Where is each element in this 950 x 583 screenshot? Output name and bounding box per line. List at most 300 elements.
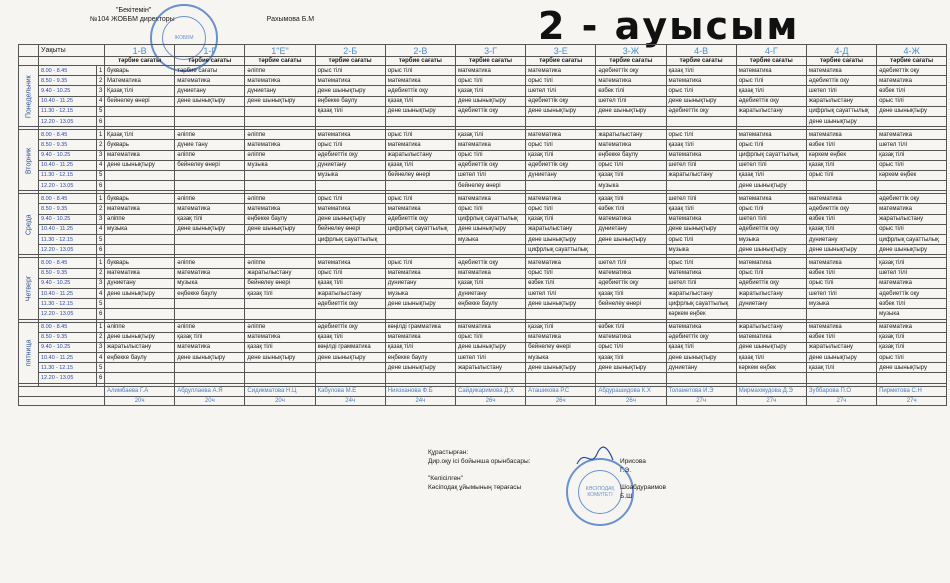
lesson-cell <box>105 373 175 383</box>
hours-cell: 26ч <box>526 396 596 405</box>
lesson-cell: жаратылыстану <box>385 150 455 160</box>
lesson-cell: математика <box>315 204 385 214</box>
lesson-cell: әдебиеттік оқу <box>315 299 385 309</box>
lesson-time: 8.00 - 8.45 <box>39 322 97 332</box>
lesson-cell: математика <box>526 258 596 268</box>
lesson-cell: әдебиеттік оқу <box>385 214 455 224</box>
lesson-number: 6 <box>97 181 105 191</box>
lesson-cell <box>105 170 175 180</box>
class-header: 1"Е" <box>245 45 315 57</box>
lesson-cell: дене шынықтыру <box>877 245 947 255</box>
lesson-number: 5 <box>97 170 105 180</box>
lesson-cell: музыка <box>245 160 315 170</box>
lesson-number: 4 <box>97 353 105 363</box>
lesson-cell <box>175 106 245 116</box>
lesson-cell: орыс тілі <box>877 96 947 106</box>
hours-cell: 27ч <box>806 396 876 405</box>
lesson-cell: дене шынықтыру <box>666 224 736 234</box>
table-row <box>19 299 947 309</box>
table-row <box>19 204 947 214</box>
lesson-cell <box>245 373 315 383</box>
lesson-cell: өзбек тілі <box>877 299 947 309</box>
lesson-cell: букварь <box>105 66 175 76</box>
lesson-cell <box>175 245 245 255</box>
lesson-cell: орыс тілі <box>877 160 947 170</box>
lesson-cell <box>175 116 245 126</box>
lesson-cell: музыка <box>666 245 736 255</box>
lesson-cell <box>245 363 315 373</box>
lesson-cell: шетел тілі <box>736 214 806 224</box>
lesson-cell <box>666 373 736 383</box>
lesson-cell <box>175 235 245 245</box>
lesson-cell <box>455 373 525 383</box>
lesson-cell <box>245 309 315 319</box>
lesson-cell: орыс тілі <box>596 342 666 352</box>
corner-cell <box>19 45 39 57</box>
lesson-cell: дене шынықтыру <box>385 299 455 309</box>
lesson-cell: математика <box>455 140 525 150</box>
lesson-cell: әдебиеттік оқу <box>736 224 806 234</box>
lesson-cell <box>105 106 175 116</box>
lesson-number: 2 <box>97 268 105 278</box>
lesson-cell: орыс тілі <box>736 204 806 214</box>
lesson-cell <box>877 181 947 191</box>
lesson-cell <box>105 181 175 191</box>
lesson-cell: математика <box>105 150 175 160</box>
lesson-cell: қазақ тілі <box>455 86 525 96</box>
lesson-cell: математика <box>105 268 175 278</box>
table-row <box>19 106 947 116</box>
lesson-cell: дене шынықтыру <box>596 363 666 373</box>
stamp-text: ЖОББМ <box>174 35 194 41</box>
lesson-cell: дене шынықтыру <box>105 288 175 298</box>
lesson-cell: шетел тілі <box>877 140 947 150</box>
lesson-number: 5 <box>97 235 105 245</box>
table-row <box>19 86 947 96</box>
lesson-cell: музыка <box>175 278 245 288</box>
lesson-cell: әдебиеттік оқу <box>315 150 385 160</box>
lesson-cell: еңбекке баулу <box>385 353 455 363</box>
agreed-name: Шоабдураимов Б.Ш <box>620 484 666 500</box>
lesson-cell: математика <box>736 332 806 342</box>
lesson-cell: математика <box>245 332 315 342</box>
lesson-cell: орыс тілі <box>455 76 525 86</box>
lesson-cell: дене шынықтыру <box>526 106 596 116</box>
lesson-cell: цифрлық сауаттылық <box>736 150 806 160</box>
lesson-cell <box>877 373 947 383</box>
lesson-cell: математика <box>175 268 245 278</box>
lesson-cell <box>105 245 175 255</box>
compiled-name: Ирисова Г.Э. <box>620 458 646 474</box>
hours-cell: 27ч <box>666 396 736 405</box>
table-row <box>19 140 947 150</box>
lesson-cell: музыка <box>315 170 385 180</box>
lesson-cell: математика <box>245 76 315 86</box>
lesson-cell: жаратылыстану <box>666 170 736 180</box>
lesson-cell: дене шынықтыру <box>596 106 666 116</box>
lesson-cell: бейнелеу өнері <box>315 224 385 234</box>
teacher-name: Ниязханова Ф.Б <box>385 386 455 396</box>
table-row <box>19 214 947 224</box>
lesson-cell: математика <box>736 258 806 268</box>
hours-cell: 20ч <box>105 396 175 405</box>
lesson-cell: қазақ тілі <box>666 342 736 352</box>
lesson-time: 8.00 - 8.45 <box>39 194 97 204</box>
lesson-cell: қазақ тілі <box>666 140 736 150</box>
subheader-cell: тәрбие сағаты <box>666 57 736 66</box>
lesson-cell: жаратылыстану <box>526 224 596 234</box>
lesson-cell: қазақ тілі <box>455 278 525 288</box>
lesson-time: 9.40 - 10.25 <box>39 86 97 96</box>
lesson-cell: орыс тілі <box>806 170 876 180</box>
lesson-cell: қазақ тілі <box>596 353 666 363</box>
lesson-cell: математика <box>877 204 947 214</box>
union-stamp-text: КӘСІПОДАҚ КОМИТЕТІ <box>585 486 615 498</box>
agreed-label: "Келісілген" <box>428 475 463 482</box>
lesson-cell: дене шынықтыру <box>175 96 245 106</box>
lesson-cell: дене шынықтыру <box>315 214 385 224</box>
lesson-cell <box>526 373 596 383</box>
teacher-name: Мирмахмудова Д.Э <box>736 386 806 396</box>
lesson-cell: әліппе <box>175 130 245 140</box>
lesson-cell <box>245 116 315 126</box>
teacher-name: Сайдикаримова Д.Х <box>455 386 525 396</box>
lesson-number: 4 <box>97 96 105 106</box>
table-row <box>19 322 947 332</box>
subheader-cell: тәрбие сағаты <box>877 57 947 66</box>
lesson-cell: математика <box>315 258 385 268</box>
lesson-time: 8.00 - 8.45 <box>39 66 97 76</box>
lesson-cell: дене шынықтыру <box>455 224 525 234</box>
subheader-cell: тәрбие сағаты <box>105 57 175 66</box>
table-row <box>19 278 947 288</box>
lesson-cell: дене шынықтыру <box>666 96 736 106</box>
lesson-cell: математика <box>175 76 245 86</box>
lesson-number: 6 <box>97 373 105 383</box>
lesson-number: 3 <box>97 214 105 224</box>
lesson-cell: цифрлық сауаттылық <box>455 214 525 224</box>
timetable <box>18 44 946 406</box>
lesson-cell <box>245 170 315 180</box>
teacher-name: Кабулова М.Е <box>315 386 385 396</box>
lesson-cell: математика <box>315 130 385 140</box>
lesson-cell: цифрлық сауаттылық <box>666 299 736 309</box>
lesson-cell <box>175 181 245 191</box>
lesson-cell: әліппе <box>245 130 315 140</box>
lesson-cell: дене шынықтыру <box>666 353 736 363</box>
class-header: 1-Г <box>175 45 245 57</box>
lesson-cell: орыс тілі <box>666 235 736 245</box>
lesson-cell: әдебиеттік оқу <box>666 332 736 342</box>
lesson-cell: қазақ тілі <box>596 170 666 180</box>
lesson-cell: бейнелеу өнері <box>596 299 666 309</box>
subheader-cell: тәрбие сағаты <box>736 57 806 66</box>
lesson-cell: дүниетану <box>105 278 175 288</box>
lesson-time: 9.40 - 10.25 <box>39 150 97 160</box>
lesson-cell: математика <box>736 194 806 204</box>
lesson-time: 10.40 - 11.25 <box>39 96 97 106</box>
lesson-cell: өзбек тілі <box>806 140 876 150</box>
lesson-cell: әдебиеттік оқу <box>596 66 666 76</box>
lesson-cell: цифрлық сауаттылық <box>877 235 947 245</box>
lesson-cell <box>385 116 455 126</box>
lesson-cell <box>736 309 806 319</box>
lesson-cell: қазақ тілі <box>666 66 736 76</box>
lesson-cell: жаратылыстану <box>877 214 947 224</box>
table-row <box>19 116 947 126</box>
lesson-cell: дене шынықтыру <box>245 224 315 234</box>
time-label: Уақыты <box>39 45 105 57</box>
lesson-cell: әліппе <box>105 322 175 332</box>
lesson-time: 9.40 - 10.25 <box>39 342 97 352</box>
lesson-time: 11.30 - 12.15 <box>39 235 97 245</box>
lesson-cell: өзбек тілі <box>596 204 666 214</box>
lesson-cell: математика <box>315 76 385 86</box>
lesson-cell: өзбек тілі <box>806 214 876 224</box>
lesson-cell <box>315 373 385 383</box>
lesson-cell: шетел тілі <box>736 160 806 170</box>
day-label: Среда <box>19 194 39 255</box>
lesson-cell: қазақ тілі <box>526 322 596 332</box>
compiled-row <box>428 457 646 474</box>
lesson-cell: дене шынықтыру <box>385 106 455 116</box>
approval-line1: "Бекітемін" <box>116 7 152 14</box>
lesson-cell: музыка <box>526 353 596 363</box>
lesson-cell: дүниетану <box>596 224 666 234</box>
lesson-cell <box>245 299 315 309</box>
table-row <box>19 309 947 319</box>
lesson-cell: әдебиеттік оқу <box>877 194 947 204</box>
header-row <box>19 45 947 57</box>
lesson-cell: дене шынықтыру <box>877 106 947 116</box>
lesson-cell: өзбек тілі <box>806 268 876 278</box>
lesson-cell: қазақ тілі <box>736 170 806 180</box>
hours-cell: 26ч <box>455 396 525 405</box>
lesson-cell: орыс тілі <box>526 268 596 278</box>
lesson-cell: әдебиеттік оқу <box>526 160 596 170</box>
lesson-cell: математика <box>666 150 736 160</box>
lesson-cell <box>596 373 666 383</box>
day-label: Понедельник <box>19 66 39 127</box>
lesson-cell: математика <box>455 322 525 332</box>
lesson-time: 8.50 - 9.35 <box>39 76 97 86</box>
table-row <box>19 130 947 140</box>
lesson-cell: қазақ тілі <box>175 214 245 224</box>
lesson-cell: дүниетану <box>736 299 806 309</box>
lesson-cell: қазақ тілі <box>315 278 385 288</box>
lesson-cell: дүниетану <box>385 278 455 288</box>
lesson-cell: цифрлық сауаттылық <box>385 224 455 234</box>
lesson-cell: әдебиеттік оқу <box>806 76 876 86</box>
table-row <box>19 224 947 234</box>
lesson-time: 8.50 - 9.35 <box>39 204 97 214</box>
lesson-cell <box>455 116 525 126</box>
lesson-time: 11.30 - 12.15 <box>39 106 97 116</box>
teacher-name: Толаметова И.Э <box>666 386 736 396</box>
lesson-cell: шетел тілі <box>666 160 736 170</box>
lesson-cell: орыс тілі <box>736 268 806 278</box>
agreed-role: Кәсіподақ ұйымының төрағасы <box>428 484 522 491</box>
lesson-cell <box>105 363 175 373</box>
lesson-cell: орыс тілі <box>315 140 385 150</box>
lesson-cell: математика <box>526 130 596 140</box>
lesson-cell: әліппе <box>245 258 315 268</box>
lesson-cell <box>175 170 245 180</box>
lesson-number: 4 <box>97 288 105 298</box>
table-row <box>19 342 947 352</box>
teacher-name: Пирметова С.Н <box>877 386 947 396</box>
lesson-cell: музыка <box>877 309 947 319</box>
lesson-cell: қазақ тілі <box>245 342 315 352</box>
lesson-cell: математика <box>455 268 525 278</box>
lesson-cell: жаратылыстану <box>736 288 806 298</box>
class-header: 1-В <box>105 45 175 57</box>
lesson-cell: тәрбие сағаты <box>175 66 245 76</box>
lesson-cell: кәркем еңбек <box>806 150 876 160</box>
lesson-cell <box>385 309 455 319</box>
teachers-row <box>19 386 947 396</box>
day-label: Вторник <box>19 130 39 191</box>
lesson-cell: музыка <box>455 235 525 245</box>
lesson-time: 10.40 - 11.25 <box>39 160 97 170</box>
lesson-time: 12.20 - 13.05 <box>39 181 97 191</box>
page-title: 2 - ауысым <box>538 4 800 48</box>
signature-icon <box>575 446 615 470</box>
lesson-cell: математика <box>877 322 947 332</box>
lesson-cell: өзбек тілі <box>526 278 596 288</box>
lesson-cell: әдебиеттік оқу <box>455 258 525 268</box>
table-row <box>19 332 947 342</box>
lesson-cell: орыс тілі <box>385 130 455 140</box>
lesson-cell: музыка <box>806 299 876 309</box>
lesson-number: 4 <box>97 224 105 234</box>
table-row <box>19 363 947 373</box>
lesson-cell: математика <box>596 140 666 150</box>
table-row <box>19 268 947 278</box>
subheader-row <box>19 57 947 66</box>
table-row <box>19 194 947 204</box>
lesson-cell <box>315 245 385 255</box>
lesson-cell: музыка <box>736 235 806 245</box>
lesson-cell: қазақ тілі <box>736 86 806 96</box>
compiled-label: Құрастырған: <box>428 449 469 456</box>
lesson-cell: дүниетану <box>806 235 876 245</box>
lesson-cell <box>175 363 245 373</box>
table-row <box>19 66 947 76</box>
lesson-cell: қазақ тілі <box>877 150 947 160</box>
lesson-cell <box>455 245 525 255</box>
lesson-cell: дене шынықтыру <box>526 299 596 309</box>
lesson-number: 3 <box>97 278 105 288</box>
lesson-cell: математика <box>596 332 666 342</box>
lesson-cell: әліппе <box>175 258 245 268</box>
hours-row <box>19 396 947 405</box>
lesson-cell: әліппе <box>245 66 315 76</box>
lesson-cell <box>666 181 736 191</box>
subheader-cell: тәрбие сағаты <box>315 57 385 66</box>
lesson-cell: шетел тілі <box>806 86 876 96</box>
lesson-number: 1 <box>97 194 105 204</box>
lesson-cell: өзбек тілі <box>596 322 666 332</box>
table-row <box>19 76 947 86</box>
lesson-cell: орыс тілі <box>455 332 525 342</box>
lesson-cell: дене шынықтыру <box>806 245 876 255</box>
teacher-name: Абдуллаева А.Я <box>175 386 245 396</box>
lesson-cell: дене шынықтыру <box>526 235 596 245</box>
lesson-cell <box>315 116 385 126</box>
subheader-cell: тәрбие сағаты <box>175 57 245 66</box>
lesson-cell: математика <box>596 76 666 86</box>
lesson-cell: қазақ тілі <box>666 204 736 214</box>
lesson-cell: әдебиеттік оқу <box>315 322 385 332</box>
lesson-cell: бейнелеу өнері <box>105 96 175 106</box>
lesson-cell: орыс тілі <box>736 140 806 150</box>
lesson-number: 6 <box>97 245 105 255</box>
lesson-number: 1 <box>97 130 105 140</box>
lesson-cell <box>526 116 596 126</box>
lesson-number: 6 <box>97 309 105 319</box>
lesson-cell: дене шынықтыру <box>736 181 806 191</box>
lesson-cell: қазақ тілі <box>175 332 245 342</box>
class-header: 3-Е <box>526 45 596 57</box>
corner-cell <box>19 386 105 396</box>
lesson-cell: әліппе <box>175 150 245 160</box>
lesson-cell: математика <box>526 194 596 204</box>
lesson-cell: өзбек тілі <box>806 332 876 342</box>
lesson-cell: дене шынықтыру <box>315 86 385 96</box>
lesson-cell: қазақ тілі <box>877 342 947 352</box>
lesson-cell <box>666 116 736 126</box>
lesson-cell: кәркем еңбек <box>877 170 947 180</box>
lesson-cell: математика <box>245 140 315 150</box>
lesson-cell: әдебиеттік оқу <box>877 66 947 76</box>
lesson-cell: математика <box>666 214 736 224</box>
lesson-cell: математика <box>245 204 315 214</box>
lesson-cell: Қазақ тілі <box>105 86 175 96</box>
lesson-time: 10.40 - 11.25 <box>39 224 97 234</box>
lesson-cell: математика <box>385 140 455 150</box>
lesson-cell <box>736 373 806 383</box>
lesson-cell: қазақ тілі <box>385 160 455 170</box>
lesson-cell: орыс тілі <box>736 76 806 86</box>
lesson-cell: қазақ тілі <box>806 224 876 234</box>
lesson-cell: дүниетану <box>666 363 736 373</box>
lesson-cell <box>806 181 876 191</box>
lesson-cell: жаратылыстану <box>666 288 736 298</box>
hours-cell: 24ч <box>315 396 385 405</box>
lesson-cell: дене шынықтыру <box>105 332 175 342</box>
lesson-cell: математика <box>596 268 666 278</box>
lesson-cell: математика <box>385 204 455 214</box>
lesson-cell: цифрлық сауаттылық <box>315 235 385 245</box>
lesson-cell: әдебиеттік оқу <box>526 96 596 106</box>
lesson-time: 11.30 - 12.15 <box>39 299 97 309</box>
lesson-cell: дене шынықтыру <box>175 353 245 363</box>
table-row <box>19 288 947 298</box>
table-row <box>19 160 947 170</box>
lesson-cell: музыка <box>105 224 175 234</box>
lesson-cell <box>245 106 315 116</box>
lesson-cell: дене шынықтыру <box>245 353 315 363</box>
table-row <box>19 258 947 268</box>
lesson-cell <box>596 245 666 255</box>
lesson-cell: дене шынықтыру <box>175 224 245 234</box>
lesson-cell: букварь <box>105 258 175 268</box>
lesson-number: 1 <box>97 322 105 332</box>
lesson-cell: еңбекке баулу <box>105 353 175 363</box>
table-row <box>19 150 947 160</box>
lesson-cell <box>175 309 245 319</box>
